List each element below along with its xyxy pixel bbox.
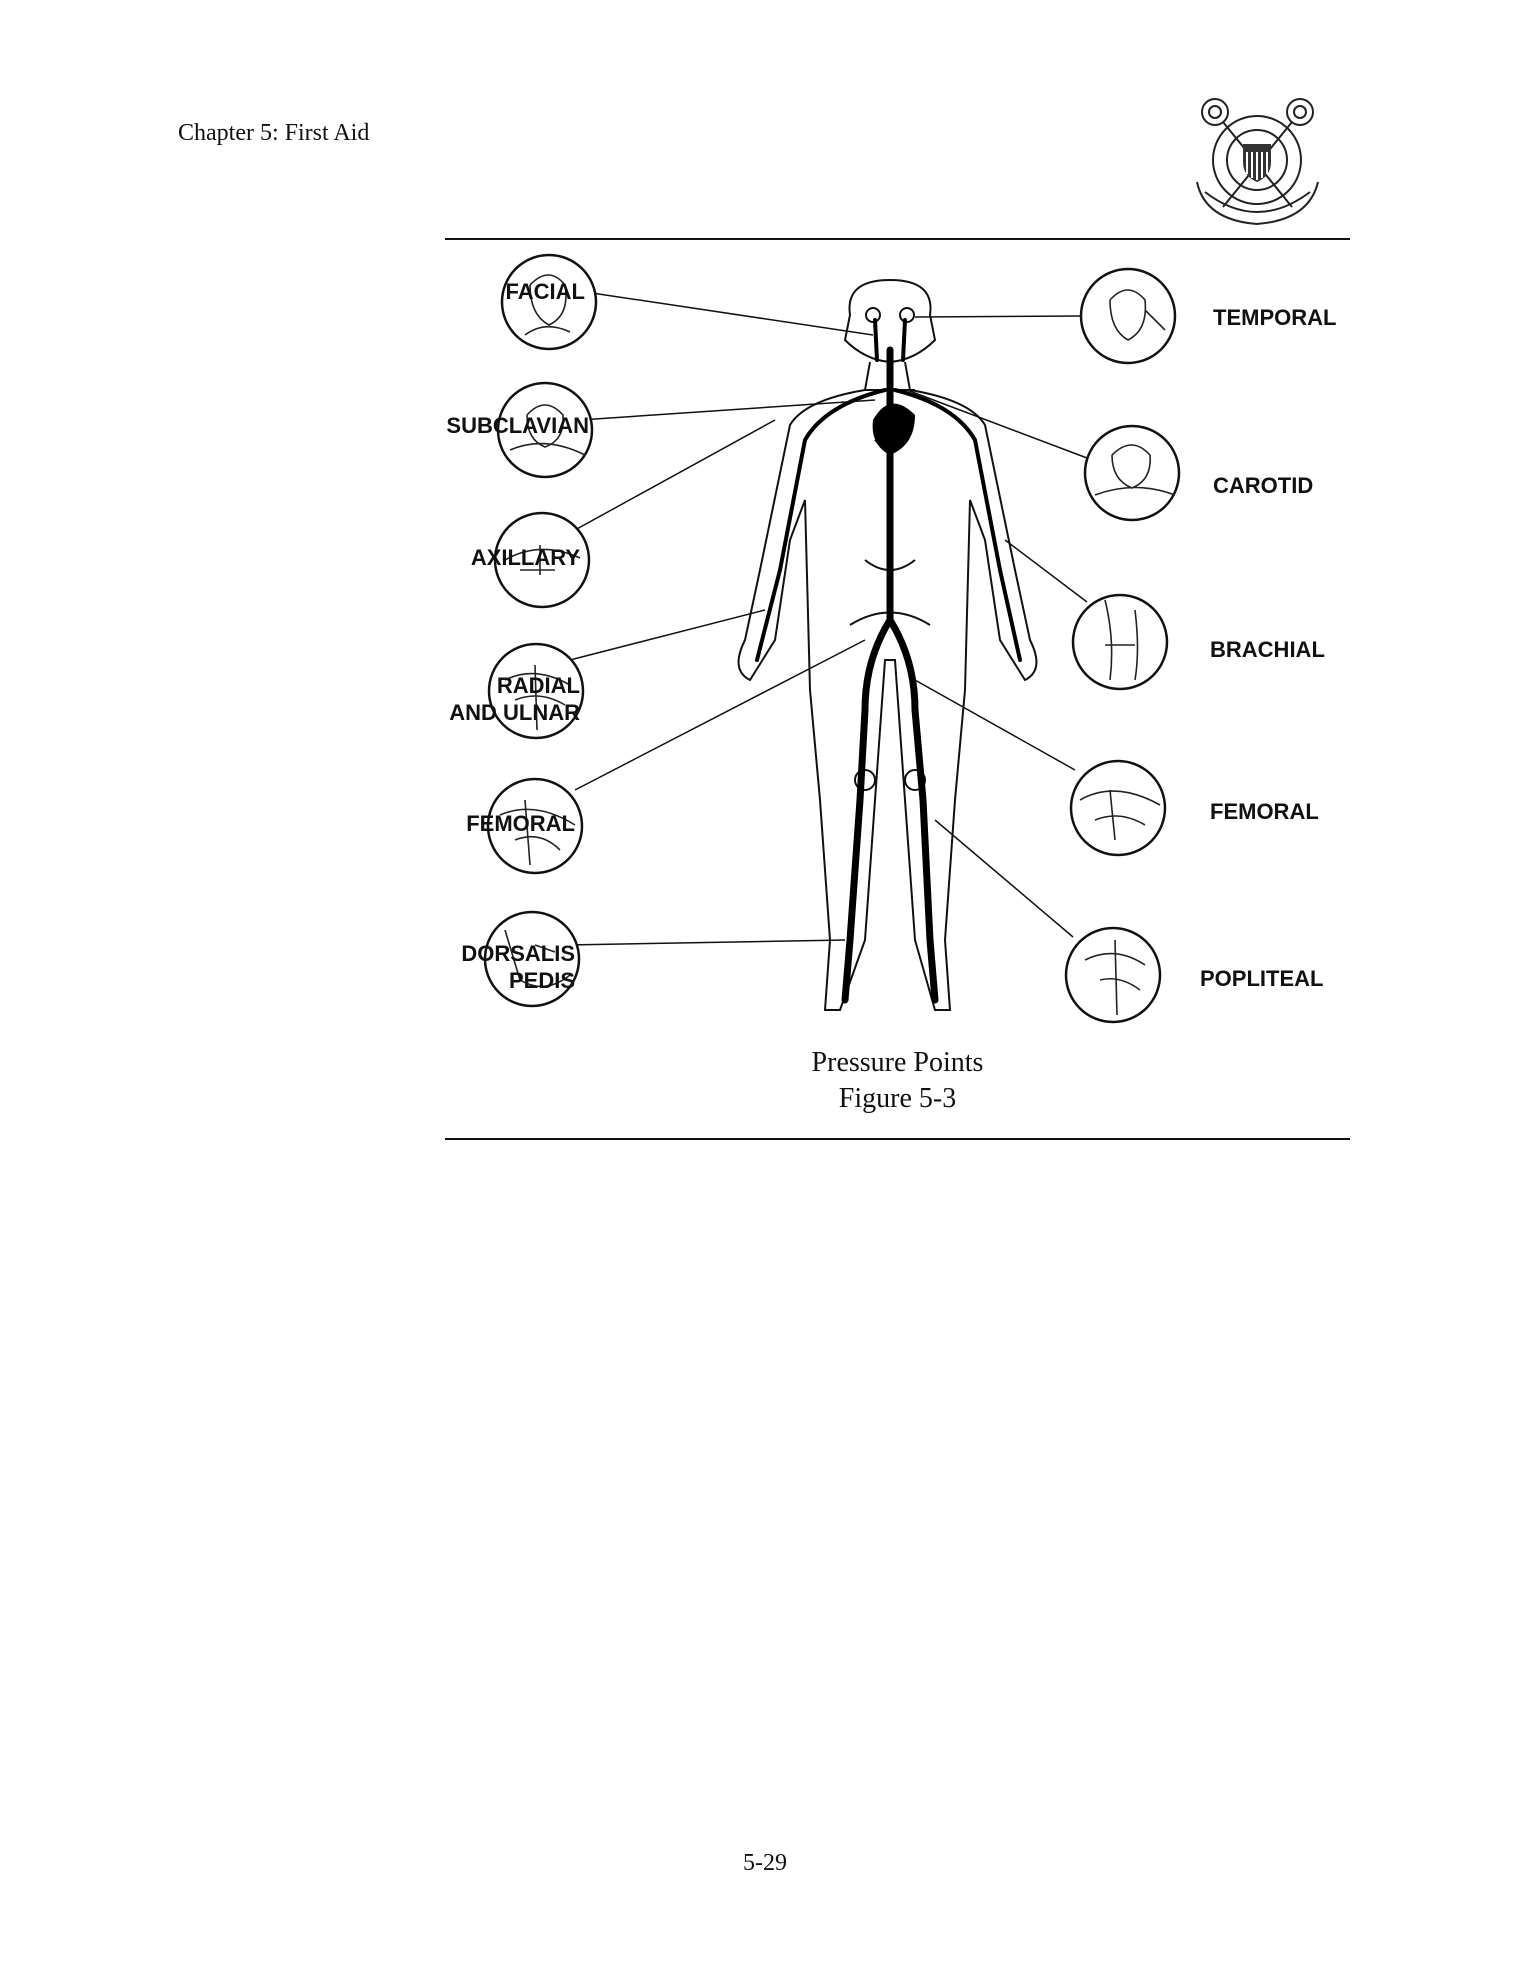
figure-caption bbox=[445, 1045, 1350, 1117]
caption-figure-number: Figure 5-3 bbox=[838, 1083, 957, 1114]
label-popliteal: POPLITEAL bbox=[1200, 966, 1324, 991]
label-carotid: CAROTID bbox=[1213, 473, 1314, 498]
label-facial: FACIAL bbox=[505, 279, 585, 304]
label-femoral-right: FEMORAL bbox=[1210, 799, 1319, 824]
coast-guard-seal-icon bbox=[1185, 92, 1330, 230]
label-brachial: BRACHIAL bbox=[1210, 637, 1325, 662]
label-dorsalis-pedis: DORSALIS PEDIS bbox=[461, 941, 575, 993]
label-subclavian: SUBCLAVIAN bbox=[446, 413, 589, 438]
inset-brachial bbox=[1073, 595, 1167, 689]
label-temporal: TEMPORAL bbox=[1213, 305, 1337, 330]
inset-carotid bbox=[1085, 426, 1179, 520]
label-femoral-left: FEMORAL bbox=[466, 811, 575, 836]
page-number: 5-29 bbox=[743, 1850, 787, 1876]
label-axillary: AXILLARY bbox=[470, 545, 580, 570]
running-head: Chapter 5: First Aid bbox=[178, 120, 370, 146]
inset-femoral-right bbox=[1071, 761, 1165, 855]
inset-temporal bbox=[1081, 269, 1175, 363]
label-radial-ulnar: RADIAL AND ULNAR bbox=[449, 673, 580, 725]
caption-title: Pressure Points bbox=[811, 1047, 984, 1078]
inset-popliteal bbox=[1066, 928, 1160, 1022]
figure-bottom-rule bbox=[445, 1138, 1350, 1140]
pressure-points-figure bbox=[445, 240, 1350, 1050]
